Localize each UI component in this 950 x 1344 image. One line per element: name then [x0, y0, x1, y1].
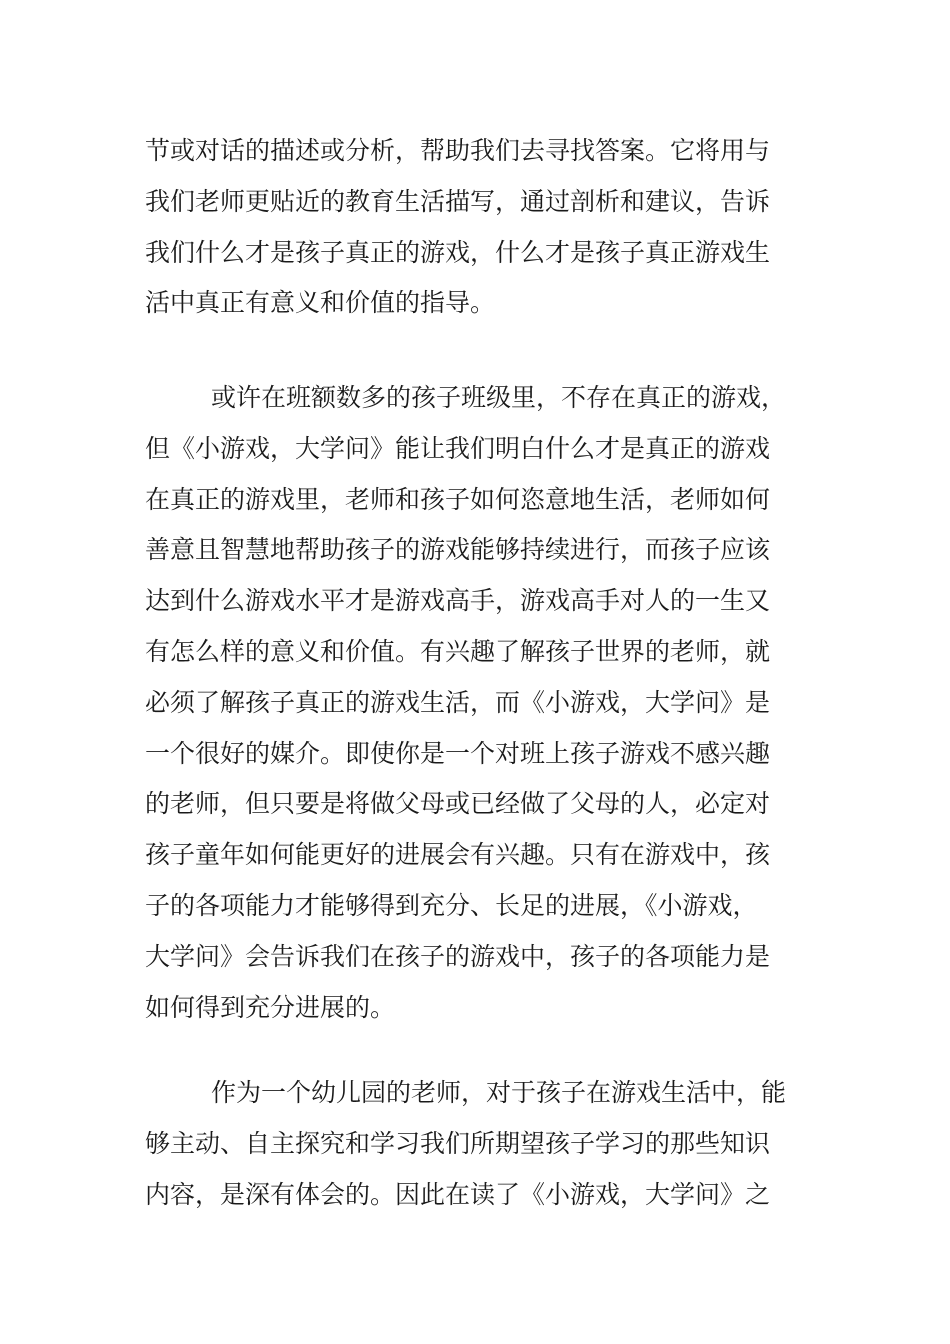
text-line: 我们什么才是孩子真正的游戏，什么才是孩子真正游戏生: [145, 237, 771, 267]
text-line: 内容，是深有体会的。因此在读了《小游戏，大学问》之: [145, 1179, 771, 1209]
text-line: 活中真正有意义和价值的指导。: [145, 288, 496, 318]
text-line-indented: 或许在班额数多的孩子班级里，不存在真正的游戏，: [211, 383, 787, 412]
text-line: 必须了解孩子真正的游戏生活，而《小游戏，大学问》是: [145, 687, 771, 717]
text-line: 达到什么游戏水平才是游戏高手，游戏高手对人的一生又: [145, 586, 771, 616]
text-line: 孩子童年如何能更好的进展会有兴趣。只有在游戏中，孩: [145, 840, 771, 870]
text-line: 在真正的游戏里，老师和孩子如何恣意地生活，老师如何: [145, 484, 771, 514]
text-line: 我们老师更贴近的教育生活描写，通过剖析和建议，告诉: [145, 186, 771, 216]
text-line: 节或对话的描述或分析，帮助我们去寻找答案。它将用与: [145, 136, 771, 165]
text-line: 有怎么样的意义和价值。有兴趣了解孩子世界的老师，就: [145, 636, 771, 666]
text-line: 善意且智慧地帮助孩子的游戏能够持续进行，而孩子应该: [145, 535, 771, 565]
paragraph-3: [145, 1068, 810, 1220]
text-line-indented: 作为一个幼儿园的老师，对于孩子在游戏生活中，能: [211, 1078, 787, 1107]
text-line: 的老师，但只要是将做父母或已经做了父母的人，必定对: [145, 789, 771, 819]
text-line: 如何得到充分进展的。: [145, 992, 396, 1022]
text-line: 但《小游戏，大学问》能让我们明白什么才是真正的游戏: [145, 433, 771, 463]
text-line: 子的各项能力才能够得到充分、长足的进展，《小游戏，: [145, 890, 758, 920]
text-line: 大学问》会告诉我们在孩子的游戏中，孩子的各项能力是: [145, 941, 771, 971]
paragraph-2: [145, 373, 810, 1033]
text-line: 够主动、自主探究和学习我们所期望孩子学习的那些知识: [145, 1128, 771, 1158]
paragraph-1: [145, 126, 810, 329]
text-line: 一个很好的媒介。即使你是一个对班上孩子游戏不感兴趣: [145, 738, 771, 768]
